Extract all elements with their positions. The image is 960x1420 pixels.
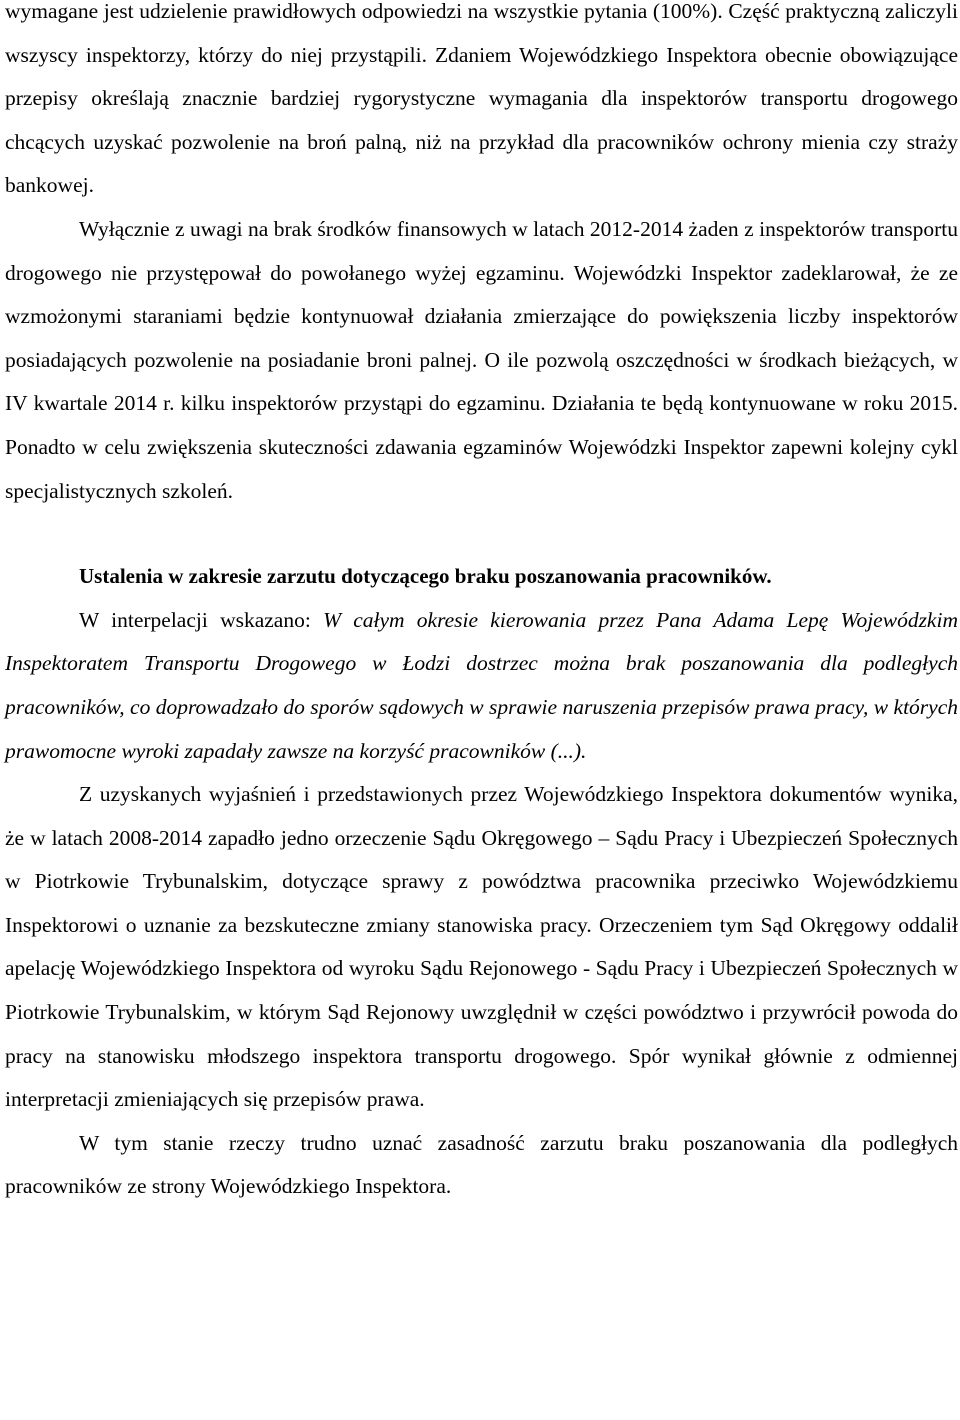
section-heading: Ustalenia w zakresie zarzutu dotyczącego braku poszanowania pracowników. xyxy=(79,564,772,589)
interpelacja-intro: W interpelacji wskazano: xyxy=(79,607,324,632)
paragraph-konkluzja: W tym stanie rzeczy trudno uznać zasadność zarzutu braku poszanowania dla podległych pracowników ze strony Wojewódzkiego Inspektora. xyxy=(5,1130,958,1199)
paragraph-brak-srodkow: Wyłącznie z uwagi na brak środków finansowych w latach 2012-2014 żaden z inspektorów transportu drogowego nie przystępował do powołanego wyżej egzaminu. Wojewódzki Inspektor zadeklarował, że ze wzmożonymi staraniami będzie kontynuował działania zmierzające do powiększenia liczby inspektorów posiadających pozwolenie na posiadanie broni palnej. O ile pozwolą oszczędności w środkach bieżących, w IV kwartale 2014 r. kilku inspektorów przystąpi do egzaminu. Działania te będą kontynuowane w roku 2015. Ponadto w celu zwiększenia skuteczności zdawania egzaminów Wojewódzki Inspektor zapewni kolejny cykl specjalistycznych szkoleń. xyxy=(5,216,958,503)
paragraph-egzamin-continuation: wymagane jest udzielenie prawidłowych odpowiedzi na wszystkie pytania (100%). Część praktyczną zaliczyli wszyscy inspektorzy, którzy do niej przystąpili. Zdaniem Wojewódzkiego Inspektora obecnie obowiązujące przepisy określają znacznie bardziej rygorystyczne wymagania dla inspektorów transportu drogowego chcących uzyskać pozwolenie na broń palną, niż na przykład dla pracowników ochrony mienia czy straży bankowej. xyxy=(5,0,958,198)
interpelacja-quote: W całym okresie kierowania przez Pana Adama Lepę Wojewódzkim Inspektoratem Transportu Drogowego w Łodzi dostrzec można brak poszanowania dla podległych pracowników, co doprowadzało do sporów sądowych w sprawie naruszenia przepisów prawa pracy, w których prawomocne wyroki zapadały zawsze na korzyść pracowników (...). xyxy=(5,607,958,763)
paragraph-interpelacja xyxy=(5,599,958,773)
document-page xyxy=(5,0,958,1209)
paragraph-wyjasnienia: Z uzyskanych wyjaśnień i przedstawionych przez Wojewódzkiego Inspektora dokumentów wynika, że w latach 2008-2014 zapadło jedno orzeczenie Sądu Okręgowego – Sądu Pracy i Ubezpieczeń Społecznych w Piotrkowie Trybunalskim, dotyczące sprawy z powództwa pracownika przeciwko Wojewódzkiemu Inspektorowi o uznanie za bezskuteczne zmiany stanowiska pracy. Orzeczeniem tym Sąd Okręgowy oddalił apelację Wojewódzkiego Inspektora od wyroku Sądu Rejonowego - Sądu Pracy i Ubezpieczeń Społecznych w Piotrkowie Trybunalskim, w którym Sąd Rejonowy uwzględnił w części powództwo i przywrócił powoda do pracy na stanowisku młodszego inspektora transportu drogowego. Spór wynikał głównie z odmiennej interpretacji zmieniających się przepisów prawa. xyxy=(5,782,958,1112)
